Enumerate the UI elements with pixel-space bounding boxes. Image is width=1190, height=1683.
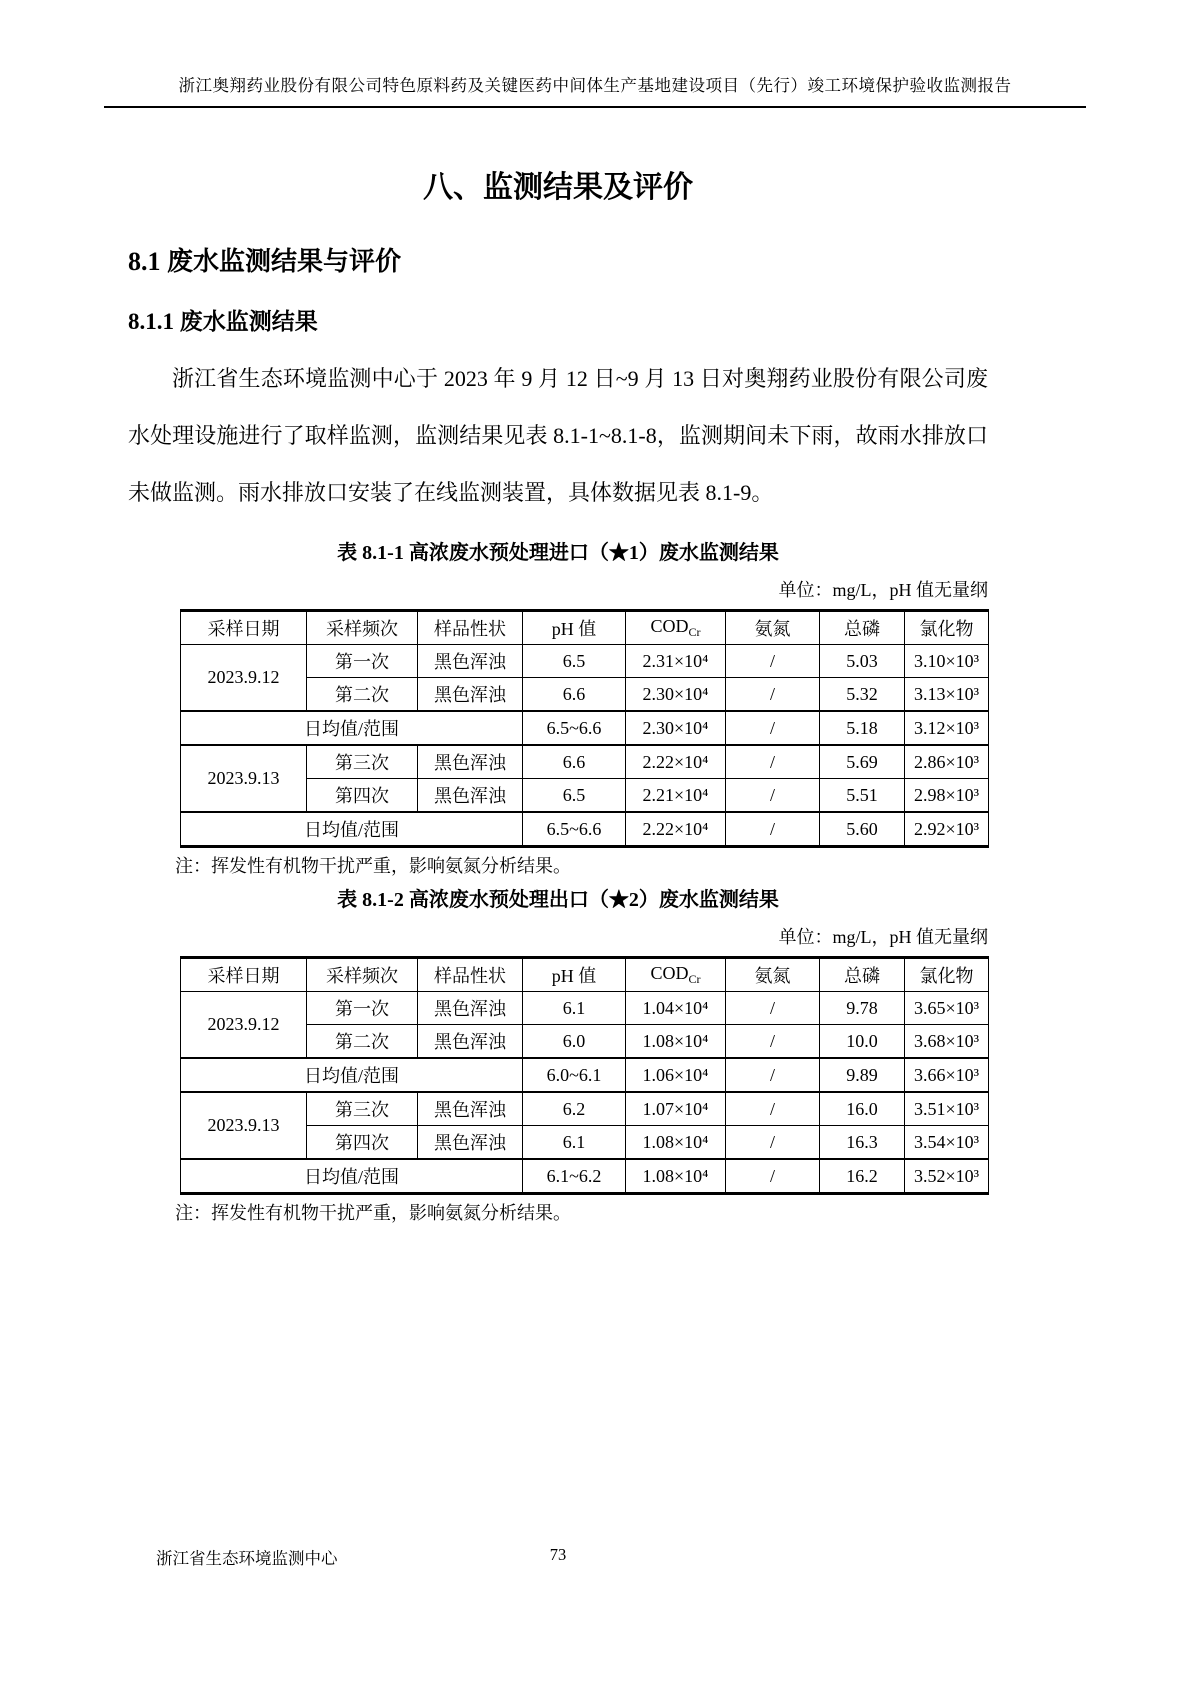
column-header-3: 样品性状 (418, 958, 523, 992)
table-cell: 6.1 (523, 992, 626, 1025)
column-header-6: 氨氮 (726, 611, 820, 645)
table-cell: 3.54×10³ (905, 1126, 989, 1160)
table-cell: 9.89 (820, 1058, 905, 1092)
daily-average-label-cell: 日均值/范围 (181, 1159, 523, 1194)
table-cell: 3.10×10³ (905, 645, 989, 678)
section-heading-8-1-1: 8.1.1 废水监测结果 (128, 309, 318, 334)
table-1-unit-note: 单位：mg/L，pH 值无量纲 (778, 580, 988, 600)
table-cell: 9.78 (820, 992, 905, 1025)
table-cell: 3.52×10³ (905, 1159, 989, 1194)
column-header-4: pH 值 (523, 611, 626, 645)
table-cell: 2.92×10³ (905, 812, 989, 847)
daily-average-row (181, 1159, 989, 1194)
table-cell: 第一次 (307, 645, 418, 678)
table-cell: 第三次 (307, 1092, 418, 1126)
table-cell: 6.6 (523, 745, 626, 779)
cod-label: COD (650, 963, 689, 983)
monitoring-table-1 (180, 609, 989, 848)
table-cell: 3.13×10³ (905, 678, 989, 712)
table-1-container (180, 609, 988, 848)
table-cell: / (726, 1092, 820, 1126)
table-header-row (181, 611, 989, 645)
footer-organization: 浙江省生态环境监测中心 (156, 1549, 338, 1568)
table-cell: 1.07×10⁴ (626, 1092, 726, 1126)
table-cell: 3.65×10³ (905, 992, 989, 1025)
table-2-unit-note: 单位：mg/L，pH 值无量纲 (778, 927, 988, 947)
column-header-3: 样品性状 (418, 611, 523, 645)
table-cell: / (726, 1126, 820, 1160)
sample-date-cell: 2023.9.12 (181, 645, 307, 712)
column-header-8: 氯化物 (905, 611, 989, 645)
column-header-5 (626, 611, 726, 645)
column-header-6: 氨氮 (726, 958, 820, 992)
column-header-2: 采样频次 (307, 611, 418, 645)
table-cell: 2.30×10⁴ (626, 678, 726, 712)
table-cell: 黑色浑浊 (418, 1025, 523, 1059)
table-cell: 第二次 (307, 1025, 418, 1059)
daily-average-label-cell: 日均值/范围 (181, 711, 523, 745)
table-cell: / (726, 1025, 820, 1059)
table-cell: 6.0 (523, 1025, 626, 1059)
table-cell: 1.08×10⁴ (626, 1126, 726, 1160)
document-header: 浙江奥翔药业股份有限公司特色原料药及关键医药中间体生产基地建设项目（先行）竣工环境保护验收监测报告 (104, 72, 1086, 108)
table-cell: 黑色浑浊 (418, 1126, 523, 1160)
table-cell: 5.32 (820, 678, 905, 712)
table-cell: 第四次 (307, 1126, 418, 1160)
body-paragraph: 浙江省生态环境监测中心于 2023 年 9 月 12 日~9 月 13 日对奥翔药业股份有限公司废水处理设施进行了取样监测，监测结果见表 8.1-1~8.1-8，监测期间未下雨，故雨水排放口未做监测。雨水排放口安装了在线监测装置，具体数据见表 8.1-9。 (128, 366, 988, 505)
sample-date-cell: 2023.9.13 (181, 1092, 307, 1159)
table-cell: 16.0 (820, 1092, 905, 1126)
table-cell: 5.18 (820, 711, 905, 745)
table-cell: 6.2 (523, 1092, 626, 1126)
table-cell: 6.5 (523, 779, 626, 813)
table-cell: 第四次 (307, 779, 418, 813)
table-2-caption: 表 8.1-2 高浓废水预处理出口（★2）废水监测结果 (337, 889, 779, 911)
sample-date-cell: 2023.9.13 (181, 745, 307, 812)
page-title: 八、监测结果及评价 (423, 171, 693, 204)
table-cell: 2.22×10⁴ (626, 745, 726, 779)
table-cell: 3.12×10³ (905, 711, 989, 745)
table-cell: 2.86×10³ (905, 745, 989, 779)
page-body (128, 140, 988, 1225)
table-cell: / (726, 645, 820, 678)
daily-average-label-cell: 日均值/范围 (181, 812, 523, 847)
table-cell: 2.98×10³ (905, 779, 989, 813)
table-row (181, 645, 989, 678)
table-2-note: 注：挥发性有机物干扰严重，影响氨氮分析结果。 (175, 1203, 571, 1223)
daily-average-row (181, 711, 989, 745)
table-cell: / (726, 678, 820, 712)
table-cell: / (726, 779, 820, 813)
column-header-1: 采样日期 (181, 611, 307, 645)
table-cell: 2.21×10⁴ (626, 779, 726, 813)
table-cell: 16.3 (820, 1126, 905, 1160)
table-cell: 5.03 (820, 645, 905, 678)
cod-label: COD (650, 616, 689, 636)
table-cell: 第二次 (307, 678, 418, 712)
column-header-4: pH 值 (523, 958, 626, 992)
table-cell: 5.69 (820, 745, 905, 779)
table-cell: 黑色浑浊 (418, 1092, 523, 1126)
table-cell: / (726, 812, 820, 847)
daily-average-label-cell: 日均值/范围 (181, 1058, 523, 1092)
table-cell: 3.51×10³ (905, 1092, 989, 1126)
table-cell: 5.60 (820, 812, 905, 847)
table-cell: 2.22×10⁴ (626, 812, 726, 847)
table-cell: 第一次 (307, 992, 418, 1025)
table-cell: 黑色浑浊 (418, 992, 523, 1025)
column-header-7: 总磷 (820, 958, 905, 992)
column-header-1: 采样日期 (181, 958, 307, 992)
footer-page-number: 73 (549, 1545, 567, 1564)
table-row (181, 745, 989, 779)
table-cell: 6.1 (523, 1126, 626, 1160)
table-1-caption: 表 8.1-1 高浓废水预处理进口（★1）废水监测结果 (337, 542, 779, 564)
column-header-5 (626, 958, 726, 992)
table-cell: 6.6 (523, 678, 626, 712)
table-cell: 6.5~6.6 (523, 711, 626, 745)
column-header-8: 氯化物 (905, 958, 989, 992)
table-cell: 16.2 (820, 1159, 905, 1194)
table-cell: 第三次 (307, 745, 418, 779)
table-2-container (180, 956, 988, 1195)
table-cell: 6.0~6.1 (523, 1058, 626, 1092)
section-heading-8-1: 8.1 废水监测结果与评价 (128, 247, 402, 276)
table-cell: 6.1~6.2 (523, 1159, 626, 1194)
table-cell: / (726, 745, 820, 779)
page-footer (128, 1545, 988, 1571)
table-cell: 1.06×10⁴ (626, 1058, 726, 1092)
table-cell: 1.04×10⁴ (626, 992, 726, 1025)
column-header-7: 总磷 (820, 611, 905, 645)
sample-date-cell: 2023.9.12 (181, 992, 307, 1059)
table-header-row (181, 958, 989, 992)
cod-subscript: Cr (688, 625, 701, 639)
table-cell: 黑色浑浊 (418, 645, 523, 678)
monitoring-table-2 (180, 956, 989, 1195)
table-cell: 1.08×10⁴ (626, 1025, 726, 1059)
table-row (181, 992, 989, 1025)
table-cell: 3.68×10³ (905, 1025, 989, 1059)
table-row (181, 1092, 989, 1126)
daily-average-row (181, 1058, 989, 1092)
table-cell: 2.31×10⁴ (626, 645, 726, 678)
table-cell: / (726, 1058, 820, 1092)
table-cell: / (726, 992, 820, 1025)
cod-subscript: Cr (688, 972, 701, 986)
table-cell: 10.0 (820, 1025, 905, 1059)
table-cell: / (726, 711, 820, 745)
table-cell: 1.08×10⁴ (626, 1159, 726, 1194)
table-cell: 6.5~6.6 (523, 812, 626, 847)
daily-average-row (181, 812, 989, 847)
table-cell: 6.5 (523, 645, 626, 678)
table-cell: 2.30×10⁴ (626, 711, 726, 745)
table-1-note: 注：挥发性有机物干扰严重，影响氨氮分析结果。 (175, 856, 571, 876)
table-cell: 3.66×10³ (905, 1058, 989, 1092)
table-cell: / (726, 1159, 820, 1194)
table-cell: 黑色浑浊 (418, 678, 523, 712)
table-cell: 5.51 (820, 779, 905, 813)
table-cell: 黑色浑浊 (418, 779, 523, 813)
column-header-2: 采样频次 (307, 958, 418, 992)
table-cell: 黑色浑浊 (418, 745, 523, 779)
